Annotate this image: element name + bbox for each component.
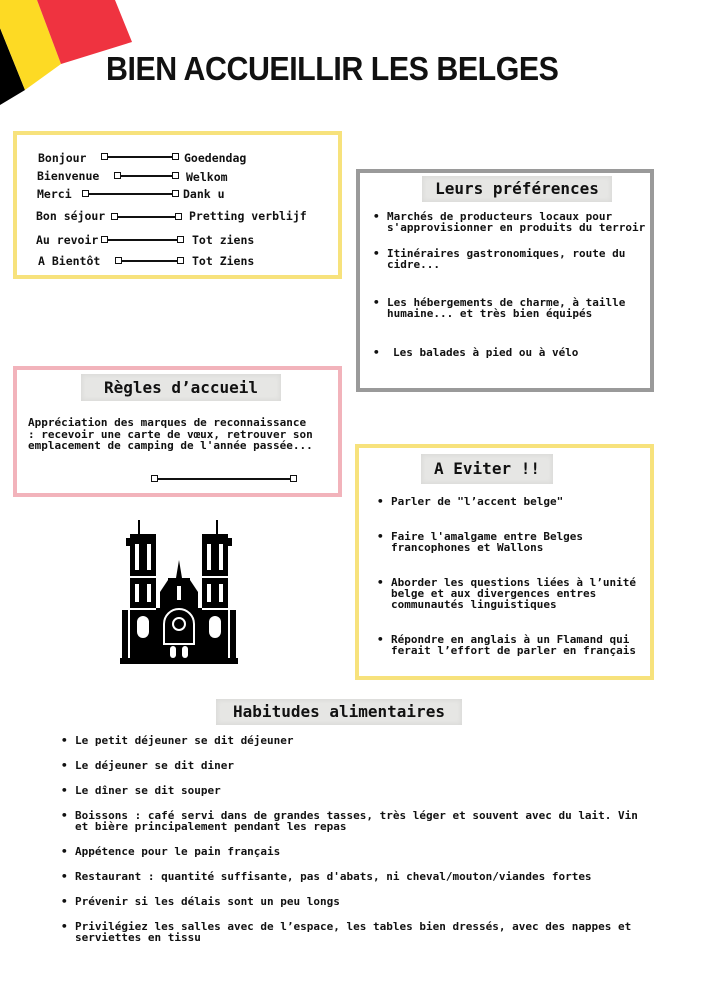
list-item: • Prévenir si les délais sont un peu longs	[61, 896, 641, 907]
list-item: • Appétence pour le pain français	[61, 846, 641, 857]
connector-line	[120, 175, 172, 177]
connector-end	[290, 475, 297, 482]
list-item: • Boissons : café servi dans de grandes tasses, très léger et souvent avec du lait. Vin et bière principalement pendant les repas	[61, 810, 641, 832]
list-item: • Marchés de producteurs locaux pour s'approvisionner en produits du terroir	[373, 211, 653, 233]
food-title: Habitudes alimentaires	[216, 699, 462, 725]
list-item: • Les hébergements de charme, à taille humaine... et très bien équipés	[373, 297, 653, 319]
list-item: • Faire l'amalgame entre Belges francophones et Wallons	[377, 531, 653, 553]
food-list	[61, 735, 641, 943]
list-item: • Les balades à pied ou à vélo	[373, 347, 653, 358]
greeting-fr: Bonjour	[38, 151, 87, 165]
rules-title: Règles d’accueil	[81, 374, 281, 401]
connector-line	[121, 260, 177, 262]
list-item: • Le déjeuner se dit diner	[61, 760, 641, 771]
greeting-fr: Merci	[37, 187, 72, 201]
list-item: • Aborder les questions liées à l’unité belge et aux divergences entres communautés linguistiques	[377, 577, 653, 610]
greeting-nl: Pretting verblijf	[189, 209, 307, 223]
greeting-fr: Au revoir	[36, 233, 99, 247]
greeting-fr: Bon séjour	[36, 209, 106, 223]
greeting-nl: Tot ziens	[192, 233, 255, 247]
avoid-title: A Eviter !!	[421, 454, 553, 484]
connector-line	[88, 193, 172, 195]
preferences-list	[373, 211, 653, 358]
list-item: • Répondre en anglais à un Flamand qui ferait l’effort de parler en français	[377, 634, 653, 656]
greeting-nl: Goedendag	[184, 151, 247, 165]
greeting-nl: Welkom	[186, 170, 228, 184]
list-item: • Privilégiez les salles avec de l’espace, les tables bien dressés, avec des nappes et serviettes en tissu	[61, 921, 641, 943]
list-item: • Le petit déjeuner se dit déjeuner	[61, 735, 641, 746]
connector-end	[177, 236, 184, 243]
greeting-fr: A Bientôt	[38, 254, 101, 268]
connector-end	[175, 213, 182, 220]
greeting-fr: Bienvenue	[37, 169, 100, 183]
connector-line	[107, 239, 177, 241]
avoid-box	[355, 444, 654, 680]
rules-box	[13, 366, 342, 497]
list-item: • Le dîner se dit souper	[61, 785, 641, 796]
connector-line	[107, 156, 172, 158]
connector-end	[177, 257, 184, 264]
cathedral-icon	[120, 520, 238, 666]
list-item: • Parler de "l’accent belge"	[377, 496, 653, 507]
list-item: • Restaurant : quantité suffisante, pas d'abats, ni cheval/mouton/viandes fortes	[61, 871, 641, 882]
page-title: BIEN ACCUEILLIR LES BELGES	[106, 50, 559, 87]
connector-line	[117, 216, 175, 218]
preferences-title: Leurs préférences	[422, 176, 612, 202]
preferences-box	[356, 169, 654, 392]
greetings-box	[13, 131, 342, 279]
greeting-nl: Tot Ziens	[192, 254, 255, 268]
connector-line	[157, 478, 290, 480]
connector-end	[172, 153, 179, 160]
rules-text: Appréciation des marques de reconnaissance : recevoir une carte de vœux, retrouver son emplacement de camping de l'année passée...	[28, 416, 313, 452]
avoid-list	[377, 496, 653, 656]
list-item: • Itinéraires gastronomiques, route du cidre...	[373, 248, 653, 270]
connector-end	[172, 190, 179, 197]
connector-end	[172, 172, 179, 179]
greeting-nl: Dank u	[183, 187, 225, 201]
